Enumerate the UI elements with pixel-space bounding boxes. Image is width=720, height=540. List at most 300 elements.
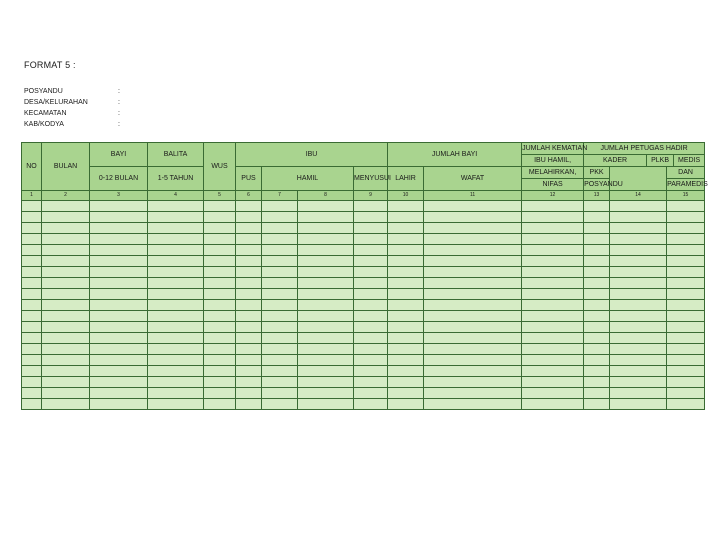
table-cell[interactable] [522,322,584,333]
table-cell[interactable] [354,388,388,399]
table-cell[interactable] [42,399,90,410]
table-cell[interactable] [522,311,584,322]
table-cell[interactable] [388,201,424,212]
table-cell[interactable] [236,256,262,267]
table-cell[interactable] [584,201,610,212]
table-cell[interactable] [522,212,584,223]
table-cell[interactable] [236,289,262,300]
table-cell[interactable] [424,388,522,399]
table-cell[interactable] [424,322,522,333]
table-cell[interactable] [610,289,667,300]
table-cell[interactable] [90,366,148,377]
column-number: 13 [584,191,610,201]
table-cell[interactable] [262,355,298,366]
table-cell[interactable] [42,366,90,377]
table-cell[interactable] [236,201,262,212]
table-cell[interactable] [236,212,262,223]
table-cell[interactable] [148,311,204,322]
table-cell[interactable] [354,355,388,366]
header-menyusui: MENYUSUI [354,167,388,191]
table-cell[interactable] [148,289,204,300]
table-cell[interactable] [388,212,424,223]
table-cell[interactable] [424,377,522,388]
table-cell[interactable] [610,256,667,267]
table-cell[interactable] [388,333,424,344]
table-cell[interactable] [298,278,354,289]
table-cell[interactable] [522,289,584,300]
table-cell[interactable] [667,322,705,333]
table-cell[interactable] [22,212,42,223]
table-cell[interactable] [204,311,236,322]
table-cell[interactable] [610,300,667,311]
table-cell[interactable] [667,234,705,245]
table-cell[interactable] [204,377,236,388]
table-cell[interactable] [424,201,522,212]
table-cell[interactable] [667,311,705,322]
table-cell[interactable] [388,388,424,399]
table-cell[interactable] [90,322,148,333]
table-cell[interactable] [298,355,354,366]
table-cell[interactable] [424,256,522,267]
table-cell[interactable] [90,377,148,388]
table-cell[interactable] [584,399,610,410]
table-cell[interactable] [262,311,298,322]
table-cell[interactable] [584,234,610,245]
table-cell[interactable] [388,300,424,311]
table-cell[interactable] [667,256,705,267]
table-cell[interactable] [148,245,204,256]
table-cell[interactable] [298,234,354,245]
table-cell[interactable] [610,388,667,399]
table-cell[interactable] [236,333,262,344]
table-cell[interactable] [42,344,90,355]
table-cell[interactable] [204,234,236,245]
table-cell[interactable] [388,377,424,388]
table-cell[interactable] [204,267,236,278]
table-row [22,223,705,234]
table-cell[interactable] [262,388,298,399]
table-cell[interactable] [388,355,424,366]
table-cell[interactable] [22,256,42,267]
table-cell[interactable] [22,234,42,245]
table-cell[interactable] [262,201,298,212]
table-cell[interactable] [354,344,388,355]
table-cell[interactable] [298,388,354,399]
table-cell[interactable] [148,212,204,223]
table-cell[interactable] [22,223,42,234]
table-cell[interactable] [584,267,610,278]
table-cell[interactable] [610,245,667,256]
table-cell[interactable] [667,289,705,300]
table-cell[interactable] [236,344,262,355]
table-cell[interactable] [22,355,42,366]
table-cell[interactable] [204,223,236,234]
table-cell[interactable] [298,223,354,234]
table-cell[interactable] [22,377,42,388]
table-cell[interactable] [667,201,705,212]
table-cell[interactable] [42,322,90,333]
table-cell[interactable] [610,223,667,234]
table-cell[interactable] [522,388,584,399]
table-cell[interactable] [22,267,42,278]
table-cell[interactable] [236,377,262,388]
table-cell[interactable] [262,377,298,388]
table-cell[interactable] [42,300,90,311]
table-cell[interactable] [610,311,667,322]
table-cell[interactable] [42,388,90,399]
table-cell[interactable] [90,234,148,245]
table-cell[interactable] [298,377,354,388]
table-cell[interactable] [667,388,705,399]
table-cell[interactable] [90,300,148,311]
table-cell[interactable] [424,234,522,245]
table-cell[interactable] [424,245,522,256]
table-cell[interactable] [22,278,42,289]
header-kader-stack [584,167,623,191]
table-cell[interactable] [148,377,204,388]
table-cell[interactable] [148,388,204,399]
header-bulan: BULAN [42,143,90,191]
table-cell[interactable] [667,399,705,410]
table-cell[interactable] [236,223,262,234]
table-row [22,333,705,344]
table-cell[interactable] [22,300,42,311]
table-cell[interactable] [236,322,262,333]
table-cell[interactable] [298,201,354,212]
table-row [22,212,705,223]
table-cell[interactable] [424,333,522,344]
table-cell[interactable] [610,399,667,410]
table-cell[interactable] [424,344,522,355]
table-cell[interactable] [354,311,388,322]
table-cell[interactable] [22,344,42,355]
table-cell[interactable] [204,289,236,300]
table-cell[interactable] [298,245,354,256]
table-cell[interactable] [42,234,90,245]
table-cell[interactable] [148,322,204,333]
table-cell[interactable] [90,344,148,355]
table-cell[interactable] [388,399,424,410]
table-cell[interactable] [354,300,388,311]
table-cell[interactable] [262,256,298,267]
table-cell[interactable] [148,300,204,311]
table-cell[interactable] [236,267,262,278]
table-cell[interactable] [204,344,236,355]
table-cell[interactable] [667,377,705,388]
table-cell[interactable] [262,234,298,245]
table-cell[interactable] [424,223,522,234]
table-cell[interactable] [42,377,90,388]
table-cell[interactable] [610,344,667,355]
table-cell[interactable] [298,344,354,355]
table-cell[interactable] [236,300,262,311]
table-cell[interactable] [584,212,610,223]
table-cell[interactable] [262,399,298,410]
table-cell[interactable] [148,344,204,355]
table-cell[interactable] [204,333,236,344]
table-cell[interactable] [204,201,236,212]
table-cell[interactable] [610,377,667,388]
meta-colon: : [118,110,120,117]
table-cell[interactable] [298,333,354,344]
table-cell[interactable] [354,245,388,256]
table-cell[interactable] [262,289,298,300]
table-cell[interactable] [298,289,354,300]
table-cell[interactable] [610,201,667,212]
table-cell[interactable] [388,278,424,289]
table-cell[interactable] [204,322,236,333]
table-cell[interactable] [262,300,298,311]
table-cell[interactable] [42,223,90,234]
table-cell[interactable] [584,289,610,300]
table-cell[interactable] [424,289,522,300]
table-cell[interactable] [298,322,354,333]
table-cell[interactable] [236,311,262,322]
table-cell[interactable] [262,212,298,223]
table-cell[interactable] [388,366,424,377]
table-cell[interactable] [610,278,667,289]
table-cell[interactable] [388,311,424,322]
table-cell[interactable] [148,399,204,410]
table-cell[interactable] [22,388,42,399]
table-cell[interactable] [90,388,148,399]
table-cell[interactable] [388,245,424,256]
table-cell[interactable] [148,355,204,366]
table-cell[interactable] [42,278,90,289]
table-cell[interactable] [354,267,388,278]
table-cell[interactable] [42,333,90,344]
table-cell[interactable] [388,234,424,245]
table-cell[interactable] [204,245,236,256]
table-cell[interactable] [354,201,388,212]
table-cell[interactable] [584,388,610,399]
table-cell[interactable] [148,366,204,377]
table-cell[interactable] [522,377,584,388]
header-balita-sub: 1-5 TAHUN [148,167,204,191]
table-cell[interactable] [90,355,148,366]
table-cell[interactable] [236,399,262,410]
table-cell[interactable] [236,355,262,366]
table-cell[interactable] [610,355,667,366]
table-cell[interactable] [388,322,424,333]
table-cell[interactable] [522,399,584,410]
table-cell[interactable] [90,256,148,267]
table-cell[interactable] [667,245,705,256]
table-cell[interactable] [522,344,584,355]
table-cell[interactable] [22,399,42,410]
table-cell[interactable] [667,344,705,355]
table-cell[interactable] [236,388,262,399]
table-cell[interactable] [298,399,354,410]
table-cell[interactable] [42,201,90,212]
header-kematian-line: NIFAS [542,181,563,188]
table-cell[interactable] [610,322,667,333]
table-cell[interactable] [298,366,354,377]
table-cell[interactable] [298,267,354,278]
table-cell[interactable] [522,245,584,256]
table-cell[interactable] [667,366,705,377]
table-cell[interactable] [148,234,204,245]
table-cell[interactable] [424,278,522,289]
table-cell[interactable] [424,311,522,322]
table-cell[interactable] [584,355,610,366]
table-cell[interactable] [90,245,148,256]
table-cell[interactable] [610,366,667,377]
table-cell[interactable] [90,278,148,289]
table-cell[interactable] [667,212,705,223]
table-cell[interactable] [262,223,298,234]
table-cell[interactable] [42,311,90,322]
table-cell[interactable] [667,278,705,289]
table-cell[interactable] [262,344,298,355]
table-cell[interactable] [424,366,522,377]
table-cell[interactable] [42,289,90,300]
table-cell[interactable] [354,212,388,223]
table-cell[interactable] [90,267,148,278]
table-cell[interactable] [236,245,262,256]
table-cell[interactable] [90,289,148,300]
table-cell[interactable] [522,333,584,344]
table-cell[interactable] [22,311,42,322]
table-cell[interactable] [388,256,424,267]
table-cell[interactable] [90,223,148,234]
table-cell[interactable] [424,399,522,410]
table-cell[interactable] [22,289,42,300]
meta-colon: : [118,88,120,95]
table-cell[interactable] [148,333,204,344]
table-cell[interactable] [610,267,667,278]
table-cell[interactable] [522,201,584,212]
table-cell[interactable] [584,333,610,344]
table-cell[interactable] [22,322,42,333]
table-cell[interactable] [204,355,236,366]
table-cell[interactable] [424,267,522,278]
table-cell[interactable] [42,212,90,223]
table-cell[interactable] [204,300,236,311]
table-cell[interactable] [262,278,298,289]
table-cell[interactable] [354,289,388,300]
table-cell[interactable] [354,234,388,245]
table-cell[interactable] [42,245,90,256]
table-cell[interactable] [388,289,424,300]
table-cell[interactable] [90,399,148,410]
table-cell[interactable] [584,278,610,289]
table-cell[interactable] [90,212,148,223]
table-cell[interactable] [354,366,388,377]
table-cell[interactable] [354,377,388,388]
table-cell[interactable] [667,355,705,366]
table-cell[interactable] [522,256,584,267]
table-cell[interactable] [42,256,90,267]
table-cell[interactable] [388,344,424,355]
table-cell[interactable] [22,201,42,212]
table-cell[interactable] [354,399,388,410]
table-cell[interactable] [262,322,298,333]
table-cell[interactable] [204,366,236,377]
table-cell[interactable] [236,366,262,377]
table-cell[interactable] [584,245,610,256]
table-cell[interactable] [522,278,584,289]
table-cell[interactable] [42,267,90,278]
table-cell[interactable] [148,278,204,289]
table-cell[interactable] [90,311,148,322]
table-cell[interactable] [584,311,610,322]
table-cell[interactable] [522,300,584,311]
table-cell[interactable] [262,333,298,344]
table-cell[interactable] [584,322,610,333]
table-cell[interactable] [204,256,236,267]
table-cell[interactable] [148,267,204,278]
table-cell[interactable] [262,267,298,278]
column-number: 1 [22,191,42,201]
table-cell[interactable] [584,366,610,377]
table-cell[interactable] [584,344,610,355]
table-cell[interactable] [90,201,148,212]
table-cell[interactable] [90,333,148,344]
table-cell[interactable] [298,311,354,322]
table-cell[interactable] [236,278,262,289]
table-cell[interactable] [610,234,667,245]
table-cell[interactable] [388,267,424,278]
table-cell[interactable] [667,223,705,234]
table-cell[interactable] [584,223,610,234]
table-cell[interactable] [667,267,705,278]
table-cell[interactable] [262,245,298,256]
table-cell[interactable] [584,377,610,388]
table-cell[interactable] [584,256,610,267]
table-cell[interactable] [204,278,236,289]
table-cell[interactable] [667,300,705,311]
table-cell[interactable] [667,333,705,344]
table-cell[interactable] [42,355,90,366]
table-cell[interactable] [354,278,388,289]
table-cell[interactable] [262,366,298,377]
table-cell[interactable] [388,223,424,234]
table-cell[interactable] [148,256,204,267]
table-cell[interactable] [22,333,42,344]
table-cell[interactable] [22,245,42,256]
header-kematian [522,143,588,191]
table-cell[interactable] [522,234,584,245]
table-cell[interactable] [522,267,584,278]
table-cell[interactable] [354,322,388,333]
table-cell[interactable] [424,212,522,223]
table-cell[interactable] [298,256,354,267]
table-cell[interactable] [522,366,584,377]
table-cell[interactable] [298,300,354,311]
table-cell[interactable] [204,212,236,223]
table-cell[interactable] [298,212,354,223]
table-cell[interactable] [522,223,584,234]
table-cell[interactable] [148,201,204,212]
table-cell[interactable] [610,333,667,344]
table-cell[interactable] [236,234,262,245]
table-cell[interactable] [354,223,388,234]
table-cell[interactable] [22,366,42,377]
header-wafat: WAFAT [424,167,522,191]
table-cell[interactable] [204,388,236,399]
table-cell[interactable] [424,355,522,366]
table-cell[interactable] [584,300,610,311]
table-cell[interactable] [354,333,388,344]
table-cell[interactable] [148,223,204,234]
table-cell[interactable] [204,399,236,410]
table-cell[interactable] [610,212,667,223]
table-cell[interactable] [424,300,522,311]
table-cell[interactable] [522,355,584,366]
column-number: 7 [262,191,298,201]
table-cell[interactable] [354,256,388,267]
